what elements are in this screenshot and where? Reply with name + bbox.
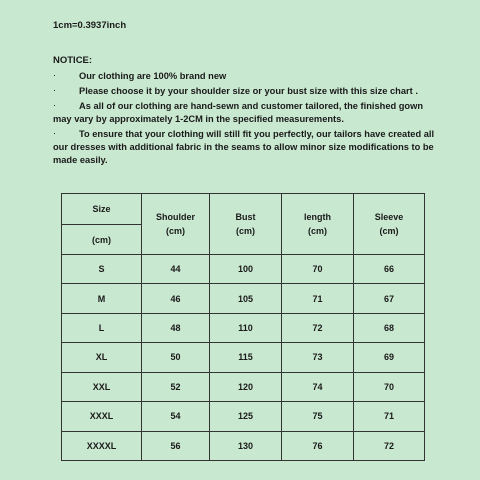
table-row [62,402,425,431]
cell-shoulder: 44 [142,254,210,283]
cell-bust: 110 [210,313,282,342]
notice-item [53,100,438,126]
notice-list [53,70,438,169]
cell-length: 70 [282,254,354,283]
cell-size: XXXXL [62,431,142,460]
header-length [282,194,354,255]
notice-item [53,70,438,83]
cell-sleeve: 68 [354,313,425,342]
header-length-label: length [304,211,331,222]
table-row [62,343,425,372]
cell-sleeve: 66 [354,254,425,283]
bullet: · [53,70,57,80]
table-row [62,372,425,401]
cell-bust: 130 [210,431,282,460]
bullet: · [53,128,57,138]
unit-conversion: 1cm=0.3937inch [53,20,127,31]
header-bust-label: Bust [235,211,256,222]
notice-title: NOTICE: [53,55,93,66]
cell-bust: 100 [210,254,282,283]
cell-length: 76 [282,431,354,460]
cell-shoulder: 50 [142,343,210,372]
cell-length: 73 [282,343,354,372]
header-size-unit: (cm) [62,225,142,254]
cell-sleeve: 72 [354,431,425,460]
cell-size: S [62,254,142,283]
header-sleeve-unit: (cm) [379,225,399,236]
header-shoulder-unit: (cm) [165,225,185,236]
notice-item [53,85,438,98]
table-row [62,254,425,283]
cell-bust: 125 [210,402,282,431]
cell-length: 74 [282,372,354,401]
table-row [62,284,425,313]
cell-sleeve: 69 [354,343,425,372]
notice-text: As all of our clothing are hand-sewn and customer tailored, the finished gown may vary by approximately 1-2CM in the specified measurements. [53,101,424,124]
cell-bust: 120 [210,372,282,401]
header-length-unit: (cm) [307,225,327,236]
cell-size: XXXL [62,402,142,431]
cell-shoulder: 48 [142,313,210,342]
cell-length: 75 [282,402,354,431]
header-shoulder-label: Shoulder [155,211,195,222]
header-bust [210,194,282,255]
cell-size: XXL [62,372,142,401]
header-sleeve-label: Sleeve [374,211,404,222]
table-row [62,431,425,460]
bullet: · [53,85,57,95]
header-size: Size [62,194,142,225]
cell-size: L [62,313,142,342]
header-sleeve [354,194,425,255]
cell-sleeve: 71 [354,402,425,431]
cell-shoulder: 46 [142,284,210,313]
cell-sleeve: 67 [354,284,425,313]
header-shoulder [142,194,210,255]
size-chart-table [61,193,425,461]
cell-length: 71 [282,284,354,313]
cell-bust: 105 [210,284,282,313]
cell-length: 72 [282,313,354,342]
header-bust-unit: (cm) [235,225,255,236]
cell-shoulder: 56 [142,431,210,460]
notice-text: Our clothing are 100% brand new [79,71,227,81]
table-row [62,313,425,342]
notice-text: Please choose it by your shoulder size or your bust size with this size chart . [79,86,418,96]
cell-size: M [62,284,142,313]
cell-shoulder: 52 [142,372,210,401]
cell-size: XL [62,343,142,372]
cell-sleeve: 70 [354,372,425,401]
cell-shoulder: 54 [142,402,210,431]
bullet: · [53,100,57,110]
cell-bust: 115 [210,343,282,372]
notice-text: To ensure that your clothing will still fit you perfectly, our tailors have created all our dresses with additional fabric in the seams to allow minor size modifications to be made easily. [53,129,435,165]
notice-item [53,128,438,167]
